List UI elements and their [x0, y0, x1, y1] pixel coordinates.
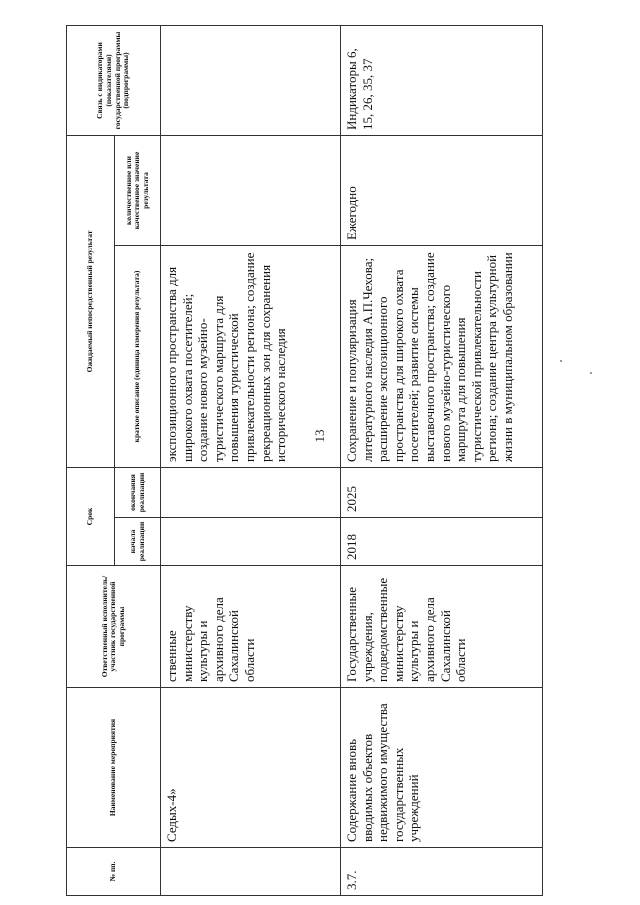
cell-link: Индикаторы 6, 15, 26, 35, 37: [341, 25, 543, 135]
rotated-table-container: [66, 26, 586, 896]
header-quantity: количественное или качественное значение результата: [115, 135, 161, 245]
cell-start: 2018: [341, 518, 543, 566]
cell-link: [161, 25, 341, 135]
cell-start: [161, 518, 341, 566]
table-row: [341, 25, 543, 895]
cell-brief: Сохранение и популяризация литературного наследия А.П.Чехова; расширение экспозиционного пространства для широкого охвата посетителей; развитие системы выставочного пространства; создание нового музейно-туристического маршрута для повышения туристической привлекательности региона; создание центра культурной жизни в муниципальном образовании: [341, 245, 543, 467]
header-end: окончания реализации: [115, 467, 161, 517]
cell-quantity: [161, 135, 341, 245]
scan-speck: [560, 360, 562, 362]
cell-end: [161, 467, 341, 517]
table-row: [161, 25, 341, 895]
page-number: 13: [312, 429, 327, 443]
cell-responsible: Государственные учреждения, подведомственные министерству культуры и архивного дела Сахалинской области: [341, 566, 543, 688]
cell-responsible: ственные министерству культуры и архивного дела Сахалинской области: [161, 566, 341, 688]
header-link: Связь с индикаторами (показателями) государственной программы (подпрограммы): [67, 25, 161, 135]
cell-quantity: Ежегодно: [341, 135, 543, 245]
header-start: начала реализации: [115, 518, 161, 566]
header-num: № пп.: [67, 848, 161, 896]
cell-brief: экспозиционного пространства для широкого охвата посетителей; создание нового музейно-туристического маршрута для повышения туристической привлекательности региона; создание рекреационных зон для сохранения исторического наследия: [161, 245, 341, 467]
cell-name: Содержание вновь вводимых объектов недвижимого имущества государственных учреждений: [341, 688, 543, 848]
header-brief: краткое описание (единица измерения результата): [115, 245, 161, 467]
cell-num: 3.7.: [341, 848, 543, 896]
header-name: Наименование мероприятия: [67, 688, 161, 848]
header-result: Ожидаемый непосредственный результат: [67, 135, 115, 467]
activities-table: [66, 25, 543, 896]
scan-speck: [590, 372, 592, 374]
cell-name: Седых-4»: [161, 688, 341, 848]
header-term: Срок: [67, 467, 115, 565]
cell-num: [161, 848, 341, 896]
header-responsible: Ответственный исполнитель/участник государственной программы: [67, 566, 161, 688]
cell-end: 2025: [341, 467, 543, 517]
